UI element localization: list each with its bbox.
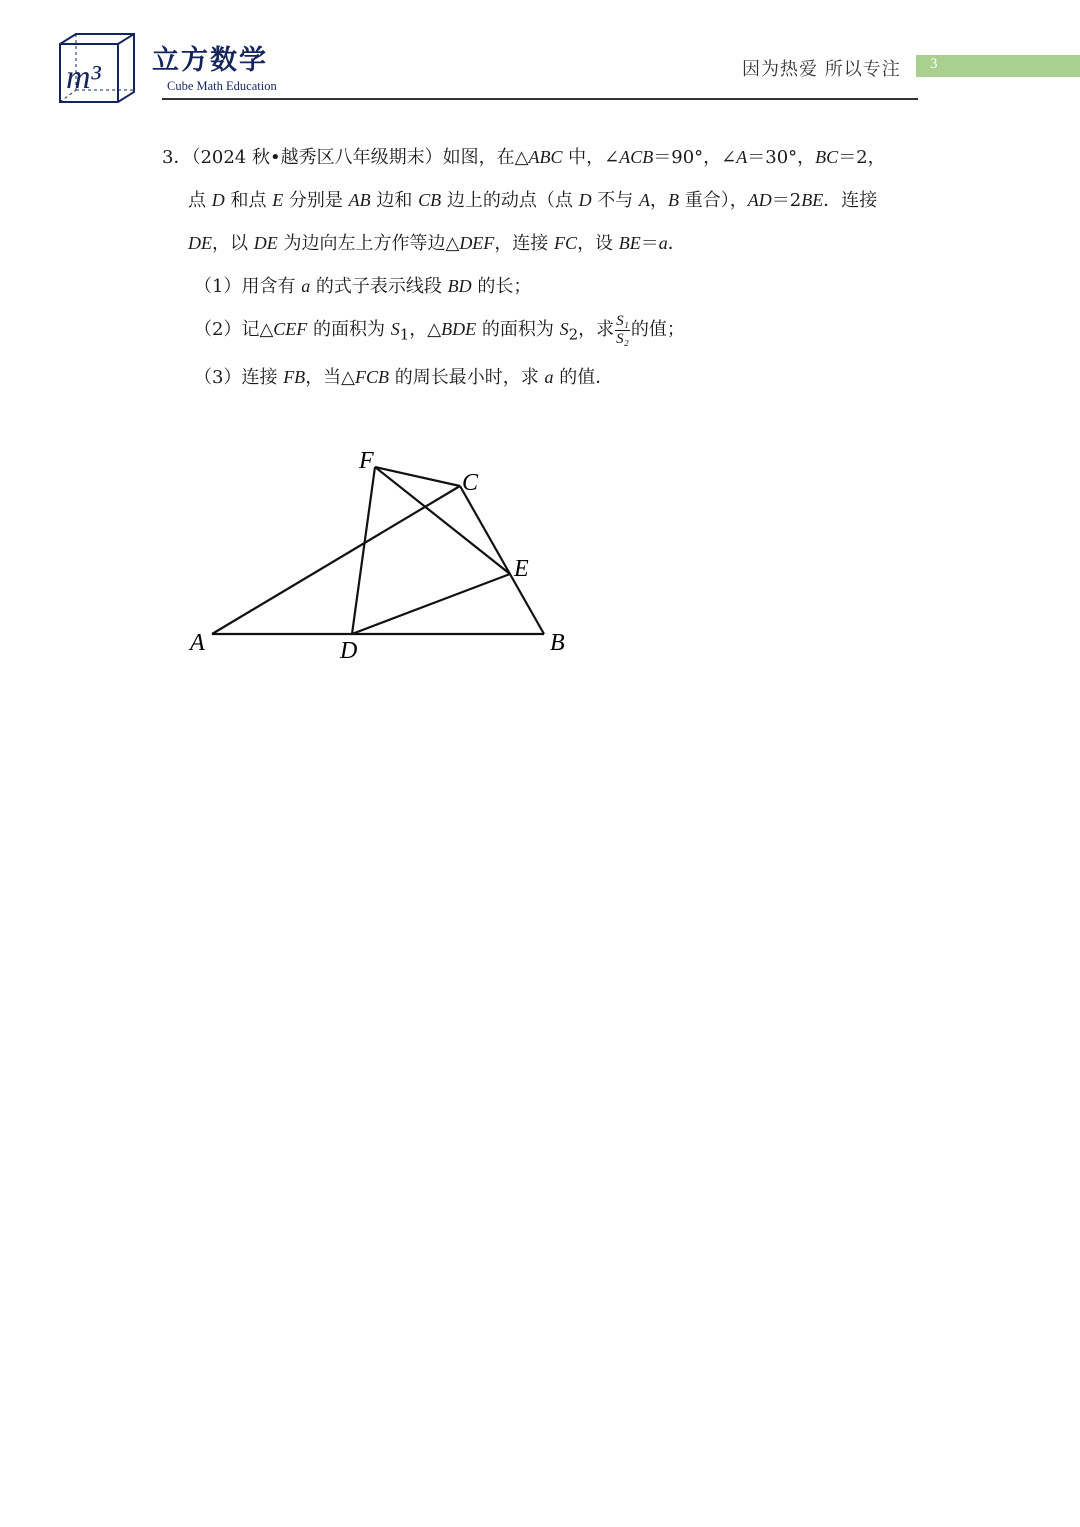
fraction-s1-over-s2: $\frac{\text{S₁}}{\text{S₂}}$ (616, 312, 629, 347)
logo-mark: m³ (66, 59, 101, 96)
segment-df (352, 467, 375, 634)
segment-cb (460, 486, 544, 634)
label-f: F (359, 448, 374, 474)
header-divider (162, 98, 918, 100)
cube-logo-icon (56, 30, 136, 104)
problem-3 (162, 136, 922, 399)
label-d: D (340, 638, 358, 664)
page-number: 3 (930, 56, 938, 72)
sub-question-1: （1）用含有 a 的式子表示线段 BD 的长； (194, 276, 532, 297)
sub-question-2: （2）记△CEF 的面积为 $S_1$，△BDE 的面积为 $S_2$，求 $\frac{\text{S₁}}{\text{S₂}}$ 的值； (194, 312, 685, 347)
segment-ac (212, 486, 460, 634)
problem-stem-line-2: 点 D 和点 E 分别是 AB 边和 CB 边上的动点（点 D 不与 A，B 重合），AD＝2BE．连接 (188, 190, 878, 211)
problem-stem-line-1: 3．（2024 秋•越秀区八年级期末）如图，在△ABC 中，∠ACB＝90°，∠A＝30°，BC＝2， (162, 147, 886, 168)
page-header (0, 0, 1080, 110)
problem-stem-line-3: DE，以 DE 为边向左上方作等边△DEF，连接 FC，设 BE＝a． (188, 233, 686, 254)
brand-name: 立方数学 (152, 45, 268, 76)
label-a: A (190, 630, 205, 656)
label-e: E (514, 556, 529, 582)
label-c: C (462, 470, 479, 496)
brand-subtitle: Cube Math Education (167, 79, 277, 93)
page-number-bar (916, 55, 1080, 77)
sub-question-3: （3）连接 FB，当△FCB 的周长最小时，求 a 的值． (194, 366, 614, 388)
segment-de (352, 574, 510, 634)
problem-source: （2024 秋•越秀区八年级期末） (191, 147, 443, 168)
label-b: B (550, 630, 565, 656)
geometry-figure (180, 440, 600, 670)
header-slogan: 因为热爱 所以专注 (742, 59, 901, 80)
